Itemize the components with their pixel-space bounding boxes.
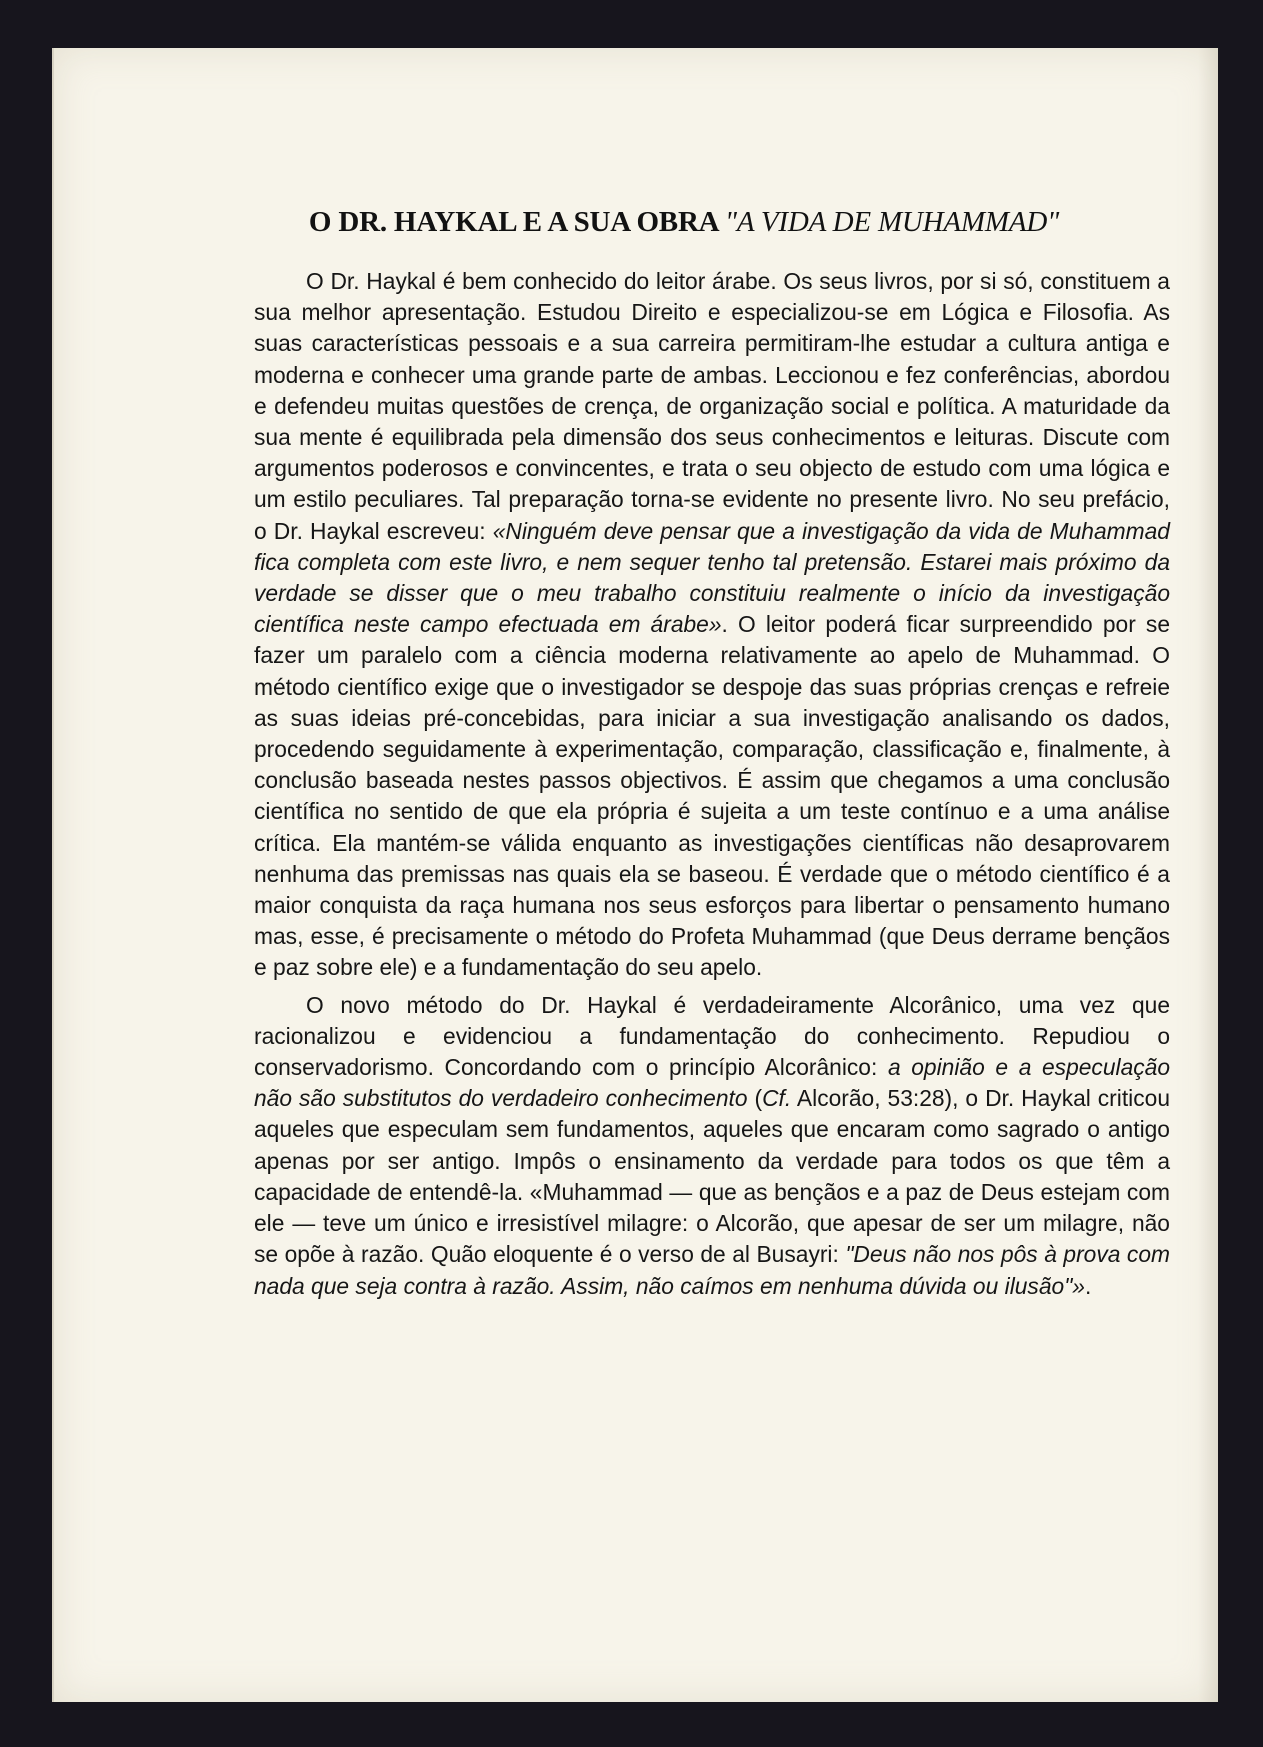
p1-seg-1: O Dr. Haykal é bem conhecido do leitor árabe. Os seus livros, por si só, constituem a sua melhor apresentação. Estudou Direito e especializou-se em Lógica e Filosofia. As suas características pessoais e a sua carreira permitiram-lhe estudar a cultura antiga e moderna e conhecer uma grande parte de ambas. Leccionou e fez conferências, abordou e defendeu muitas questões de crença, de organização social e política. A maturidade da sua mente é equilibrada pela dimensão dos seus conhecimentos e leituras. Discute com argumentos poderosos e convincentes, e trata o seu objecto de estudo com uma lógica e um estilo peculiares. Tal preparação torna-se evidente no presente livro. No seu prefácio, o Dr. Haykal escreveu:	[254, 268, 1170, 544]
paragraph-1	[254, 266, 1170, 984]
p1-quote: «Ninguém deve pensar que a investigação da vida de Muhammad fica completa com este livro, e nem sequer tenho tal pretensão. Estarei mais próximo da verdade se disser que o meu trabalho constituiu realmente o início da investigação científica neste campo efectuada em árabe»	[254, 517, 1170, 638]
book-page	[52, 48, 1218, 1702]
p2-seg-7: .	[1084, 1272, 1092, 1299]
p2-seg-5: Alcorão, 53:28), o Dr. Haykal criticou aqueles que especulam sem fundamentos, aqueles que encaram como sagrado o antigo apenas por ser antigo. Impôs o ensinamento da verdade para todos os que têm a capacidade de entendê-la. «Muhammad — que as bençãos e a paz de Deus estejam com ele — teve um único e irresistível milagre: o Alcorão, que apesar de ser um milagre, não se opõe à razão. Quão eloquente é o verso de al Busayri:	[254, 1085, 1170, 1268]
paragraph-2	[254, 990, 1170, 1302]
p2-quran-quote: a opinião e a especulação não são substitutos do verdadeiro conhecimento	[254, 1054, 1170, 1112]
p2-seg-1: O novo método do Dr. Haykal é verdadeiramente Alcorânico, uma vez que racionalizou e evidenciou a fundamentação do conhecimento. Repudiou o conservadorismo. Concordando com o princípio Alcorânico:	[254, 991, 1170, 1081]
page-title	[254, 206, 1114, 239]
p2-seg-3: (	[747, 1085, 763, 1112]
p1-seg-3: . O leitor poderá ficar surpreendido por se fazer um paralelo com a ciência moderna relativamente ao apelo de Muhammad. O método científico exige que o investigador se despoje das suas próprias crenças e refreie as suas ideias pré-concebidas, para iniciar a sua investigação analisando os dados, procedendo seguidamente à experimentação, comparação, classificação e, finalmente, à conclusão baseada nestes passos objectivos. É assim que chegamos a uma conclusão científica no sentido de que ela própria é sujeita a um teste contínuo e a uma análise crítica. Ela mantém-se válida enquanto as investigações científicas não desaprovarem nenhuma das premissas nas quais ela se baseou. É verdade que o método científico é a maior conquista da raça humana nos seus esforços para libertar o pensamento humano mas, esse, é precisamente o método do Profeta Muhammad (que Deus derrame bençãos e paz sobre ele) e a fundamentação do seu apelo.	[254, 611, 1170, 981]
title-text: O DR. HAYKAL E A SUA OBRA	[308, 206, 725, 238]
title-book-name: "A VIDA DE MUHAMMAD"	[724, 206, 1060, 238]
body-text	[254, 266, 1170, 1302]
p2-cf: Cf.	[762, 1085, 792, 1112]
p2-busayri-quote: "Deus não nos pôs à prova com nada que seja contra à razão. Assim, não caímos em nenhuma dúvida ou ilusão"»	[254, 1241, 1170, 1299]
